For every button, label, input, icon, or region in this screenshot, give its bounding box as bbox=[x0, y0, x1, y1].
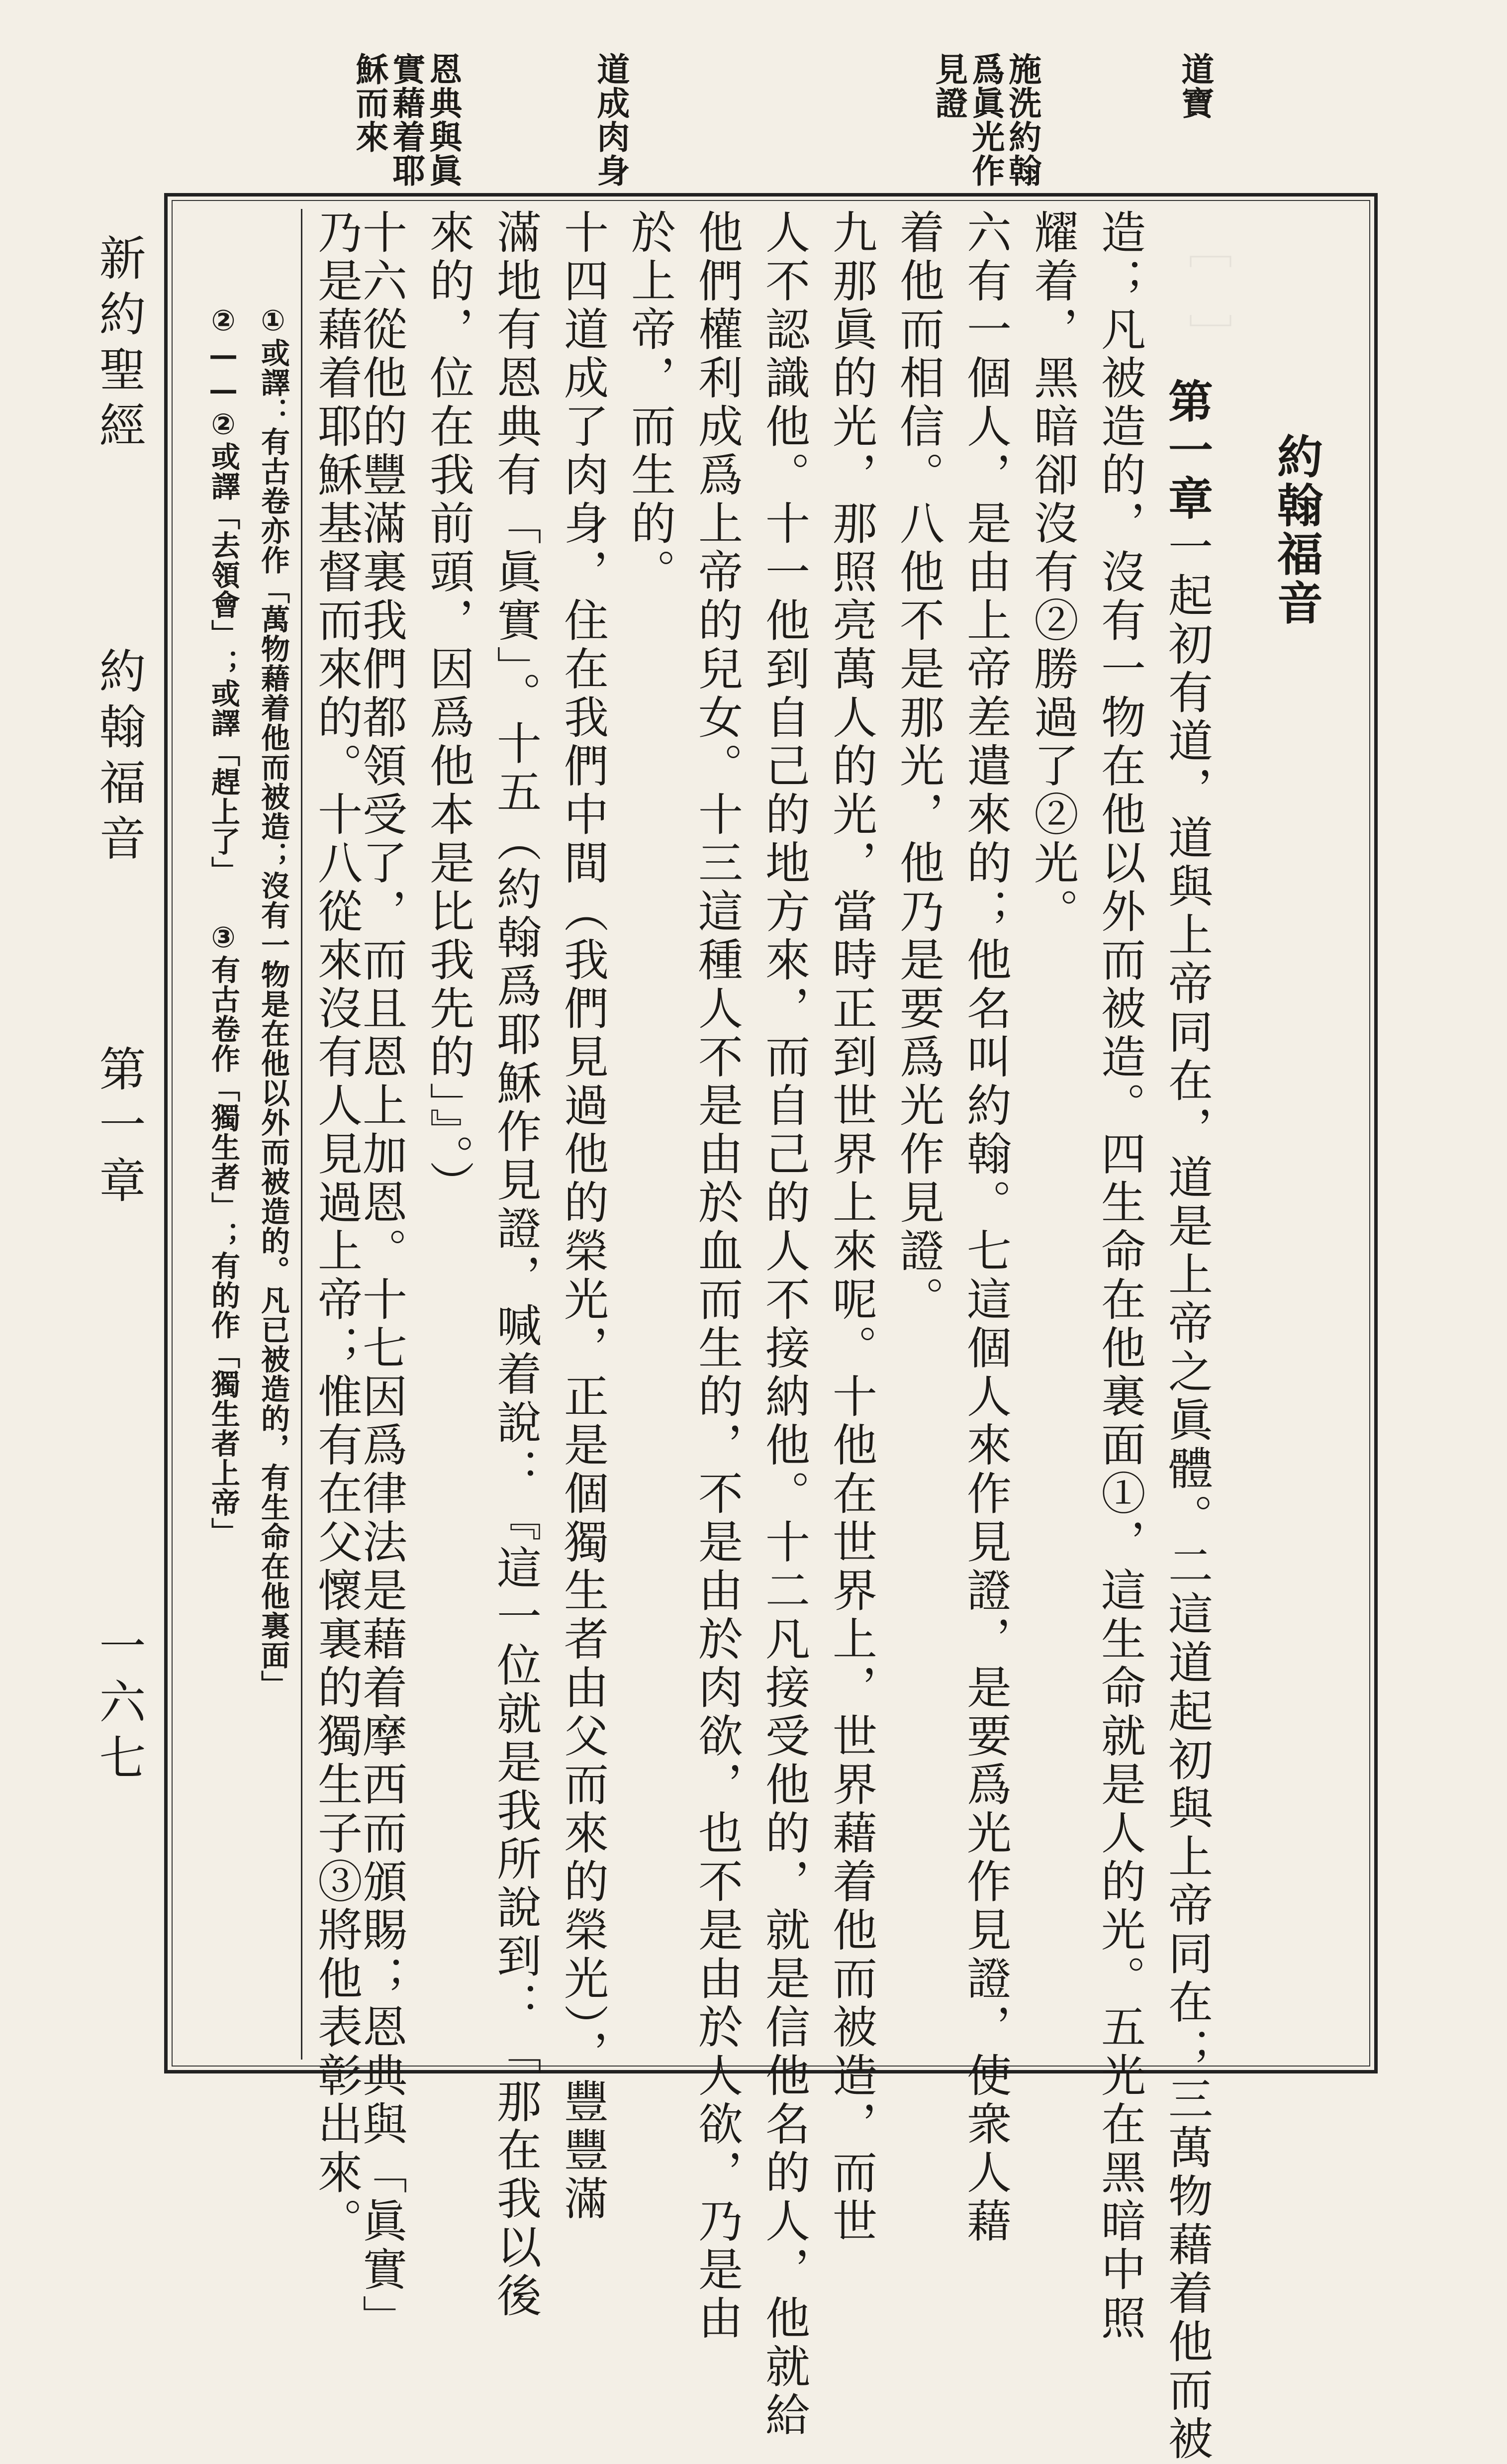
book-title: 約翰福音 bbox=[1270, 433, 1323, 628]
page-number: 一六七 bbox=[91, 1622, 145, 1789]
column-text: 一起初有道，道與上帝同在，道是上帝之眞體。二這道起初與上帝同在；三萬物藉着他而被 bbox=[1160, 523, 1213, 2464]
text-column-12: 來的，位在我前頭，因爲他本是比我先的」』。） bbox=[422, 209, 474, 1209]
text-column-4: 六有一個人，是由上帝差遣來的；他名叫約翰。七這個人來作見證，是要爲光作見證，使衆人藉 bbox=[959, 209, 1011, 2246]
side-note-line: 施洗約翰 bbox=[1003, 52, 1041, 188]
side-note-dao-bao: 道寶 bbox=[1175, 52, 1214, 120]
text-column-5: 着他而相信。八他不是那光，他乃是要爲光作見證。 bbox=[892, 209, 944, 1325]
running-header-book: 新約聖經 bbox=[91, 234, 145, 457]
text-column-6: 九那眞的光，那照亮萬人的光，當時正到世界上來呢。十他在世界上，世界藉着他而被造，而世 bbox=[825, 209, 877, 2246]
bleed-through-text: ［ ］ bbox=[1180, 224, 1232, 358]
side-note-line: 實藉着耶 bbox=[386, 52, 425, 188]
text-column-14: 乃是藉着耶穌基督而來的。十八從來沒有人見過上帝；惟有在父懷裏的獨生子③將他表彰出來。 bbox=[310, 209, 362, 2246]
text-column-2: 造；凡被造的，沒有一物在他以外而被造。四生命在他裏面①，這生命就是人的光。五光在黑暗中照 bbox=[1093, 209, 1145, 2343]
chapter-label: 第一章 bbox=[1160, 378, 1213, 524]
running-header-chapter: 第一章 bbox=[91, 1045, 145, 1212]
side-note-line: 爲眞光作 bbox=[966, 52, 1005, 188]
text-column-11: 滿地有恩典有「眞實」。十五（約翰爲耶穌作見證，喊着說：『這一位就是我所說到：「那在我以後 bbox=[489, 209, 541, 2321]
side-note-line: 見證 bbox=[929, 52, 968, 120]
text-column-9: 於上帝，而生的。 bbox=[623, 209, 675, 597]
text-column-8: 他們權利成爲上帝的兒女。十三這種人不是由於血而生的，不是由於肉欲，也不是由於人欲，乃是由 bbox=[690, 209, 743, 2343]
footnote-separator bbox=[301, 209, 302, 2060]
text-column-10: 十四道成了肉身，住在我們中間（我們見過他的榮光，正是個獨生者由父而來的榮光），豐豐滿 bbox=[556, 209, 608, 2224]
side-note-dao-cheng: 道成肉身 bbox=[591, 52, 630, 188]
text-column-13: 十六從他的豐滿裏我們都領受了，而且恩上加恩。十七因爲律法是藉着摩西而頒賜；恩典與「眞實」 bbox=[355, 209, 407, 2343]
text-column-1 bbox=[1160, 378, 1213, 2464]
side-note-shi-xi bbox=[930, 52, 1040, 188]
text-column-3: 耀着，黑暗卻沒有②勝過了②光。 bbox=[1026, 209, 1078, 937]
footnote-2: ②——②或譯「去領會」；或譯「趕上了」 ③有古卷作「獨生者」；有的作「獨生者上帝」 bbox=[206, 303, 240, 1547]
side-note-line: 穌而來 bbox=[350, 52, 388, 154]
text-column-7: 人不認識他。十一他到自己的地方來，而自己的人不接納他。十二凡接受他的，就是信他名的人，他就給 bbox=[757, 209, 810, 2440]
side-note-line: 恩典與眞 bbox=[423, 52, 462, 188]
running-header-gospel: 約翰福音 bbox=[91, 647, 145, 870]
side-note-en-dian bbox=[351, 52, 461, 188]
footnote-1: ①或譯：有古卷亦作「萬物藉着他而被造；沒有一物是在他以外而被造的。凡已被造的，有生命在他裏面」 bbox=[256, 303, 290, 1700]
